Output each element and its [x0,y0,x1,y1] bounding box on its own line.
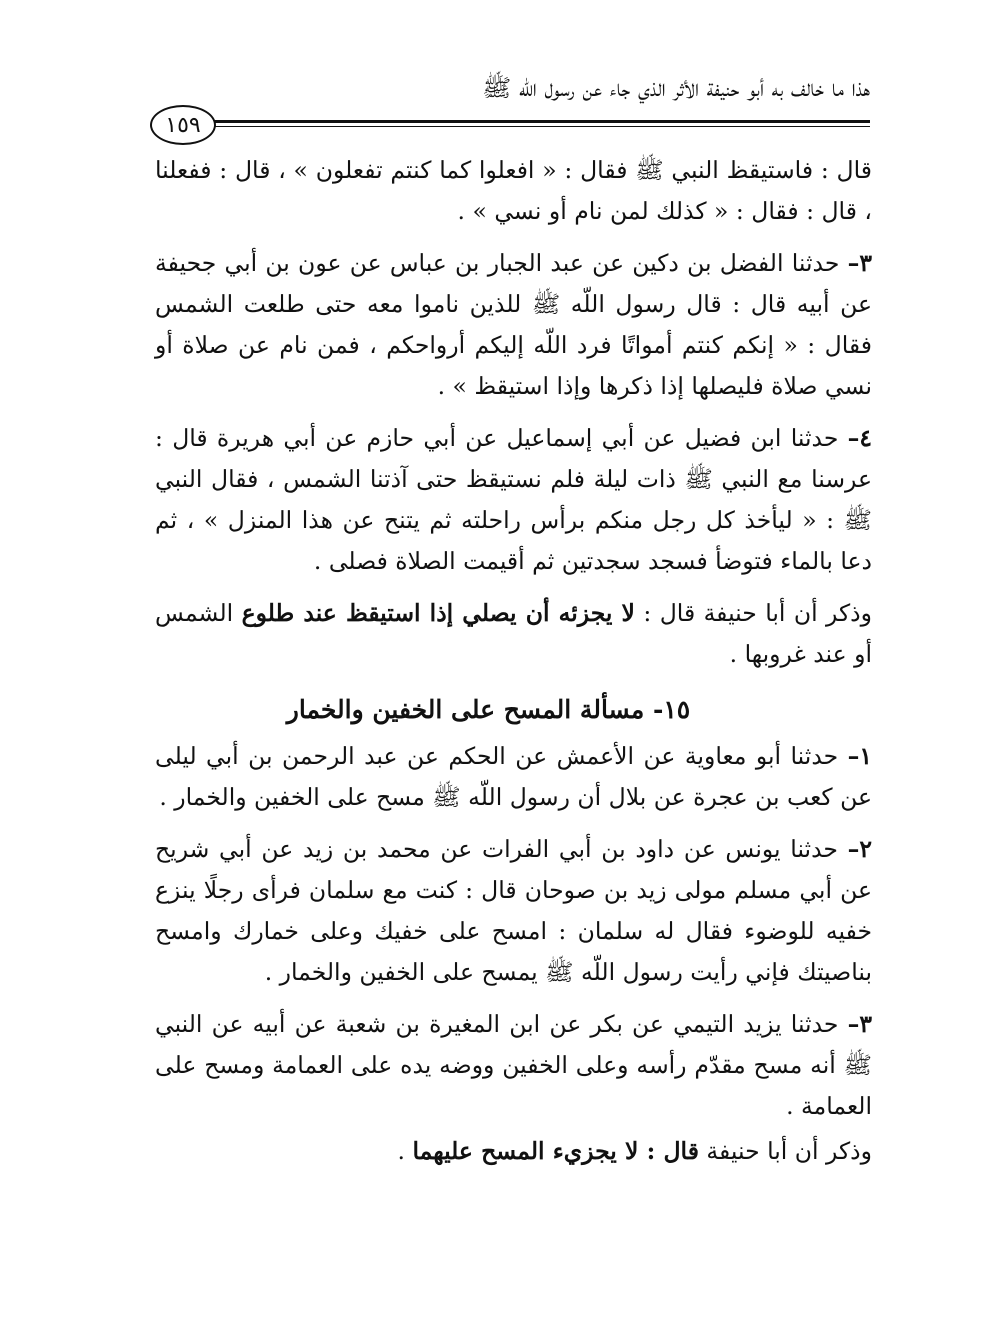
paragraph-text: حدثنا ابن فضيل عن أبي إسماعيل عن أبي حازم عن أبي هريرة قال : عرسنا مع النبي ﷺ ذات ليلة فلم نستيقظ حتى آذتنا الشمس ، فقال النبي ﷺ : « ليأخذ كل رجل منكم برأس راحلته ثم يتنح عن هذا المنزل » ، ثم دعا بالماء فتوضأ فسجد سجدتين ثم أقيمت الصلاة فصلى . [155,424,872,575]
hadith-number: ٢– [847,835,872,863]
running-header-title: هذا ما خالف به أبو حنيفة الأثر الذي جاء عن رسول اللّه ﷺ [482,74,870,102]
ruling-tail: الشمس أو عند غروبها . [155,599,872,668]
hadith-number: ١– [847,742,872,770]
hadith-number: ٣– [847,249,872,277]
ruling-lead: وذكر أن أبا حنيفة قال : [634,599,872,627]
section-ruling [155,1131,872,1172]
hadith-number: ٣– [847,1010,872,1038]
paragraph-hadith-4 [155,418,872,582]
body-text [155,150,872,1172]
paragraph-ruling [155,593,872,675]
paragraph-hadith-3 [155,243,872,407]
paragraph-1 [155,150,872,232]
paragraph-text: حدثنا يزيد التيمي عن بكر عن ابن المغيرة بن شعبة عن أبيه عن النبي ﷺ أنه مسح مقدّم رأسه وعلى الخفين ووضه يده على العمامة ومسح على العمامة . [155,1010,872,1120]
ruling-bold: لا يجزئه أن يصلي إذا استيقظ عند طلوع [241,599,635,627]
section-heading: ١٥- مسألة المسح على الخفين والخمار [286,695,691,724]
hadith-number: ٤– [847,424,872,452]
page-number: ١٥٩ [150,105,216,145]
paragraph-text: حدثنا الفضل بن دكين عن عبد الجبار بن عباس عن عون بن أبي جحيفة عن أبيه قال : قال رسول اللّه ﷺ للذين ناموا معه حتى طلعت الشمس فقال : « إنكم كنتم أمواتًا فرد اللّه إليكم أرواحكم ، فمن نام عن صلاة أو نسي صلاة فليصلها إذا ذكرها وإذا استيقظ » . [155,249,872,400]
section-paragraph-2 [155,829,872,993]
section-paragraph-3 [155,1004,872,1127]
ruling-bold: قال : لا يجزيء المسح عليهما [412,1137,699,1165]
paragraph-text: حدثنا يونس عن داود بن أبي الفرات عن محمد بن زيد عن أبي شريح عن أبي مسلم مولى زيد بن صوحان قال : كنت مع سلمان فرأى رجلًا ينزع خفيه للوضوء فقال له سلمان : امسح على خفيك وعلى خمارك وامسح بناصيتك فإني رأيت رسول اللّه ﷺ يمسح على الخفين والخمار . [155,835,872,986]
paragraph-text: قال : فاستيقظ النبي ﷺ فقال : « افعلوا كما كنتم تفعلون » ، قال : ففعلنا ، قال : فقال : « كذلك لمن نام أو نسي » . [155,156,872,225]
ruling-tail: . [397,1137,413,1165]
section-paragraph-1 [155,736,872,818]
ruling-lead: وذكر أن أبا حنيفة [698,1137,872,1165]
paragraph-text: حدثنا أبو معاوية عن الأعمش عن الحكم عن عبد الرحمن بن أبي ليلى عن كعب بن عجرة عن بلال أن رسول اللّه ﷺ مسح على الخفين والخمار . [155,742,872,811]
header-rule [205,120,870,127]
